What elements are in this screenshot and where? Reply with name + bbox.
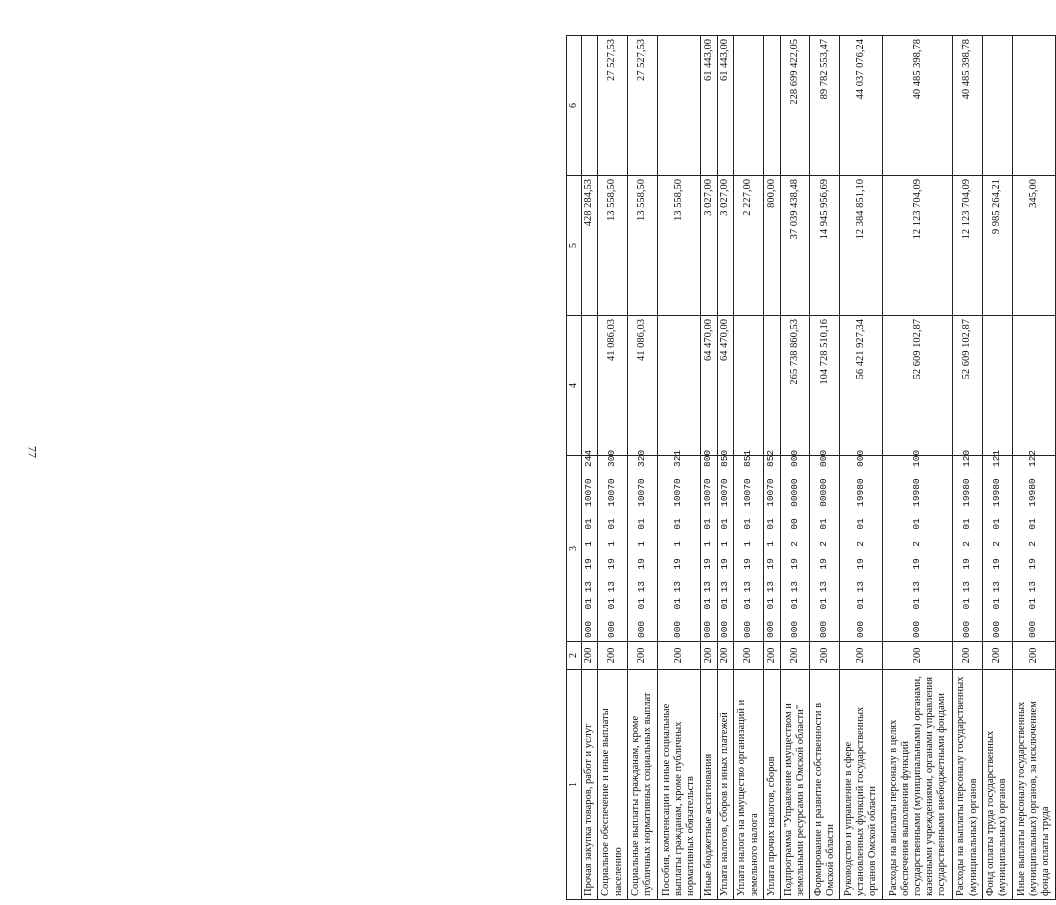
cell-name: Уплата налогов, сборов и иных платежей (717, 670, 734, 900)
cell-code: 000 01 13 19 2 01 19980 122 (1012, 456, 1055, 642)
cell-c4: 104 728 510,16 (810, 316, 840, 456)
cell-c2: 200 (883, 642, 953, 670)
header-row (567, 36, 582, 900)
cell-c4: 64 470,00 (717, 316, 734, 456)
column-header: 1 (567, 670, 582, 900)
cell-code: 000 01 13 19 2 01 19980 100 (883, 456, 953, 642)
table-row (840, 36, 883, 900)
table-row (810, 36, 840, 900)
cell-code: 000 01 13 19 2 00 00000 000 (780, 456, 810, 642)
cell-code: 000 01 13 19 2 01 00000 000 (810, 456, 840, 642)
table-row (734, 36, 764, 900)
column-header: 4 (567, 316, 582, 456)
cell-c2: 200 (1012, 642, 1055, 670)
cell-name: Формирование и развитие собственности в Омской области (810, 670, 840, 900)
cell-c2: 200 (627, 642, 657, 670)
cell-c2: 200 (581, 642, 598, 670)
cell-c4: 56 421 927,34 (840, 316, 883, 456)
cell-c6: 40 485 398,78 (953, 36, 983, 176)
cell-code: 000 01 13 19 1 01 10070 300 (598, 456, 628, 642)
cell-c6 (581, 36, 598, 176)
cell-c6: 61 443,00 (700, 36, 717, 176)
cell-name: Уплата налога на имущество организаций и земельного налога (734, 670, 764, 900)
cell-c6 (763, 36, 780, 176)
cell-c4 (734, 316, 764, 456)
cell-code: 000 01 13 19 1 01 10070 851 (734, 456, 764, 642)
cell-c6: 61 443,00 (717, 36, 734, 176)
cell-c5: 428 284,53 (581, 176, 598, 316)
column-header: 3 (567, 456, 582, 642)
table-row (953, 36, 983, 900)
cell-c4: 265 738 860,53 (780, 316, 810, 456)
cell-c4: 52 609 102,87 (953, 316, 983, 456)
rotated-table-container (566, 36, 1056, 900)
cell-name: Расходы на выплаты персоналу государственных (муниципальных) органов (953, 670, 983, 900)
cell-code: 000 01 13 19 2 01 19980 000 (840, 456, 883, 642)
cell-c5: 12 123 704,09 (953, 176, 983, 316)
cell-code: 000 01 13 19 1 01 10070 850 (717, 456, 734, 642)
cell-c6: 40 485 398,78 (883, 36, 953, 176)
page-number: 77 (25, 446, 40, 458)
cell-c6: 89 782 553,47 (810, 36, 840, 176)
cell-c6: 27 527,53 (627, 36, 657, 176)
cell-c4 (982, 316, 1012, 456)
table-row (883, 36, 953, 900)
cell-c2: 200 (717, 642, 734, 670)
cell-name: Прочая закупка товаров, работ и услуг (581, 670, 598, 900)
cell-c6: 44 037 076,24 (840, 36, 883, 176)
cell-c2: 200 (982, 642, 1012, 670)
table-row (982, 36, 1012, 900)
cell-name: Руководство и управление в сфере установленных функций государственных органов Омской области (840, 670, 883, 900)
table-row (581, 36, 598, 900)
column-header: 2 (567, 642, 582, 670)
cell-c6: 27 527,53 (598, 36, 628, 176)
budget-table (566, 35, 1056, 900)
cell-c2: 200 (840, 642, 883, 670)
column-header: 5 (567, 176, 582, 316)
cell-c4 (763, 316, 780, 456)
cell-c4 (581, 316, 598, 456)
table-row (1012, 36, 1055, 900)
cell-name: Уплата прочих налогов, сборов (763, 670, 780, 900)
cell-code: 000 01 13 19 1 01 10070 244 (581, 456, 598, 642)
cell-c2: 200 (953, 642, 983, 670)
cell-c2: 200 (734, 642, 764, 670)
table-row (780, 36, 810, 900)
table-row (657, 36, 700, 900)
cell-c5: 14 945 956,69 (810, 176, 840, 316)
cell-c4: 41 086,03 (627, 316, 657, 456)
cell-name: Пособия, компенсации и иные социальные выплаты гражданам, кроме публичных нормативных обязательств (657, 670, 700, 900)
column-header: 6 (567, 36, 582, 176)
cell-c4 (657, 316, 700, 456)
table-row (763, 36, 780, 900)
cell-c2: 200 (780, 642, 810, 670)
cell-code: 000 01 13 19 1 01 10070 321 (657, 456, 700, 642)
cell-c6: 228 699 422,05 (780, 36, 810, 176)
cell-c2: 200 (700, 642, 717, 670)
cell-code: 000 01 13 19 2 01 19980 121 (982, 456, 1012, 642)
cell-c4: 41 086,03 (598, 316, 628, 456)
cell-c6 (1012, 36, 1055, 176)
cell-c5: 37 039 438,48 (780, 176, 810, 316)
cell-c5: 345,00 (1012, 176, 1055, 316)
cell-code: 000 01 13 19 1 01 10070 320 (627, 456, 657, 642)
table-row (717, 36, 734, 900)
cell-name: Фонд оплаты труда государственных (муниципальных) органов (982, 670, 1012, 900)
cell-code: 000 01 13 19 2 01 19980 120 (953, 456, 983, 642)
cell-c4: 64 470,00 (700, 316, 717, 456)
cell-c6 (982, 36, 1012, 176)
cell-c5: 13 558,50 (657, 176, 700, 316)
cell-name: Социальное обеспечение и иные выплаты населению (598, 670, 628, 900)
cell-c6 (657, 36, 700, 176)
cell-c5: 2 227,00 (734, 176, 764, 316)
cell-name: Иные выплаты персоналу государственных (муниципальных) органов, за исключением фонда оплаты труда (1012, 670, 1055, 900)
cell-name: Подпрограмма "Управление имуществом и земельными ресурсами в Омской области" (780, 670, 810, 900)
cell-c5: 12 384 851,10 (840, 176, 883, 316)
cell-c2: 200 (763, 642, 780, 670)
cell-c2: 200 (810, 642, 840, 670)
cell-c5: 12 123 704,09 (883, 176, 953, 316)
table-row (700, 36, 717, 900)
cell-c4 (1012, 316, 1055, 456)
cell-c6 (734, 36, 764, 176)
table-row (627, 36, 657, 900)
cell-c2: 200 (657, 642, 700, 670)
cell-name: Иные бюджетные ассигнования (700, 670, 717, 900)
cell-c4: 52 609 102,87 (883, 316, 953, 456)
cell-c5: 800,00 (763, 176, 780, 316)
cell-c5: 13 558,50 (598, 176, 628, 316)
cell-c5: 9 985 264,21 (982, 176, 1012, 316)
cell-c5: 3 027,00 (717, 176, 734, 316)
cell-c2: 200 (598, 642, 628, 670)
cell-c5: 13 558,50 (627, 176, 657, 316)
cell-c5: 3 027,00 (700, 176, 717, 316)
cell-name: Расходы на выплаты персоналу в целях обеспечения выполнения функций государственными (муниципальными) органами, казенными учреждениями, органами управления государственными внебюджетными фондами (883, 670, 953, 900)
cell-name: Социальные выплаты гражданам, кроме публичных нормативных социальных выплат (627, 670, 657, 900)
table-row (598, 36, 628, 900)
cell-code: 000 01 13 19 1 01 10070 852 (763, 456, 780, 642)
cell-code: 000 01 13 19 1 01 10070 800 (700, 456, 717, 642)
